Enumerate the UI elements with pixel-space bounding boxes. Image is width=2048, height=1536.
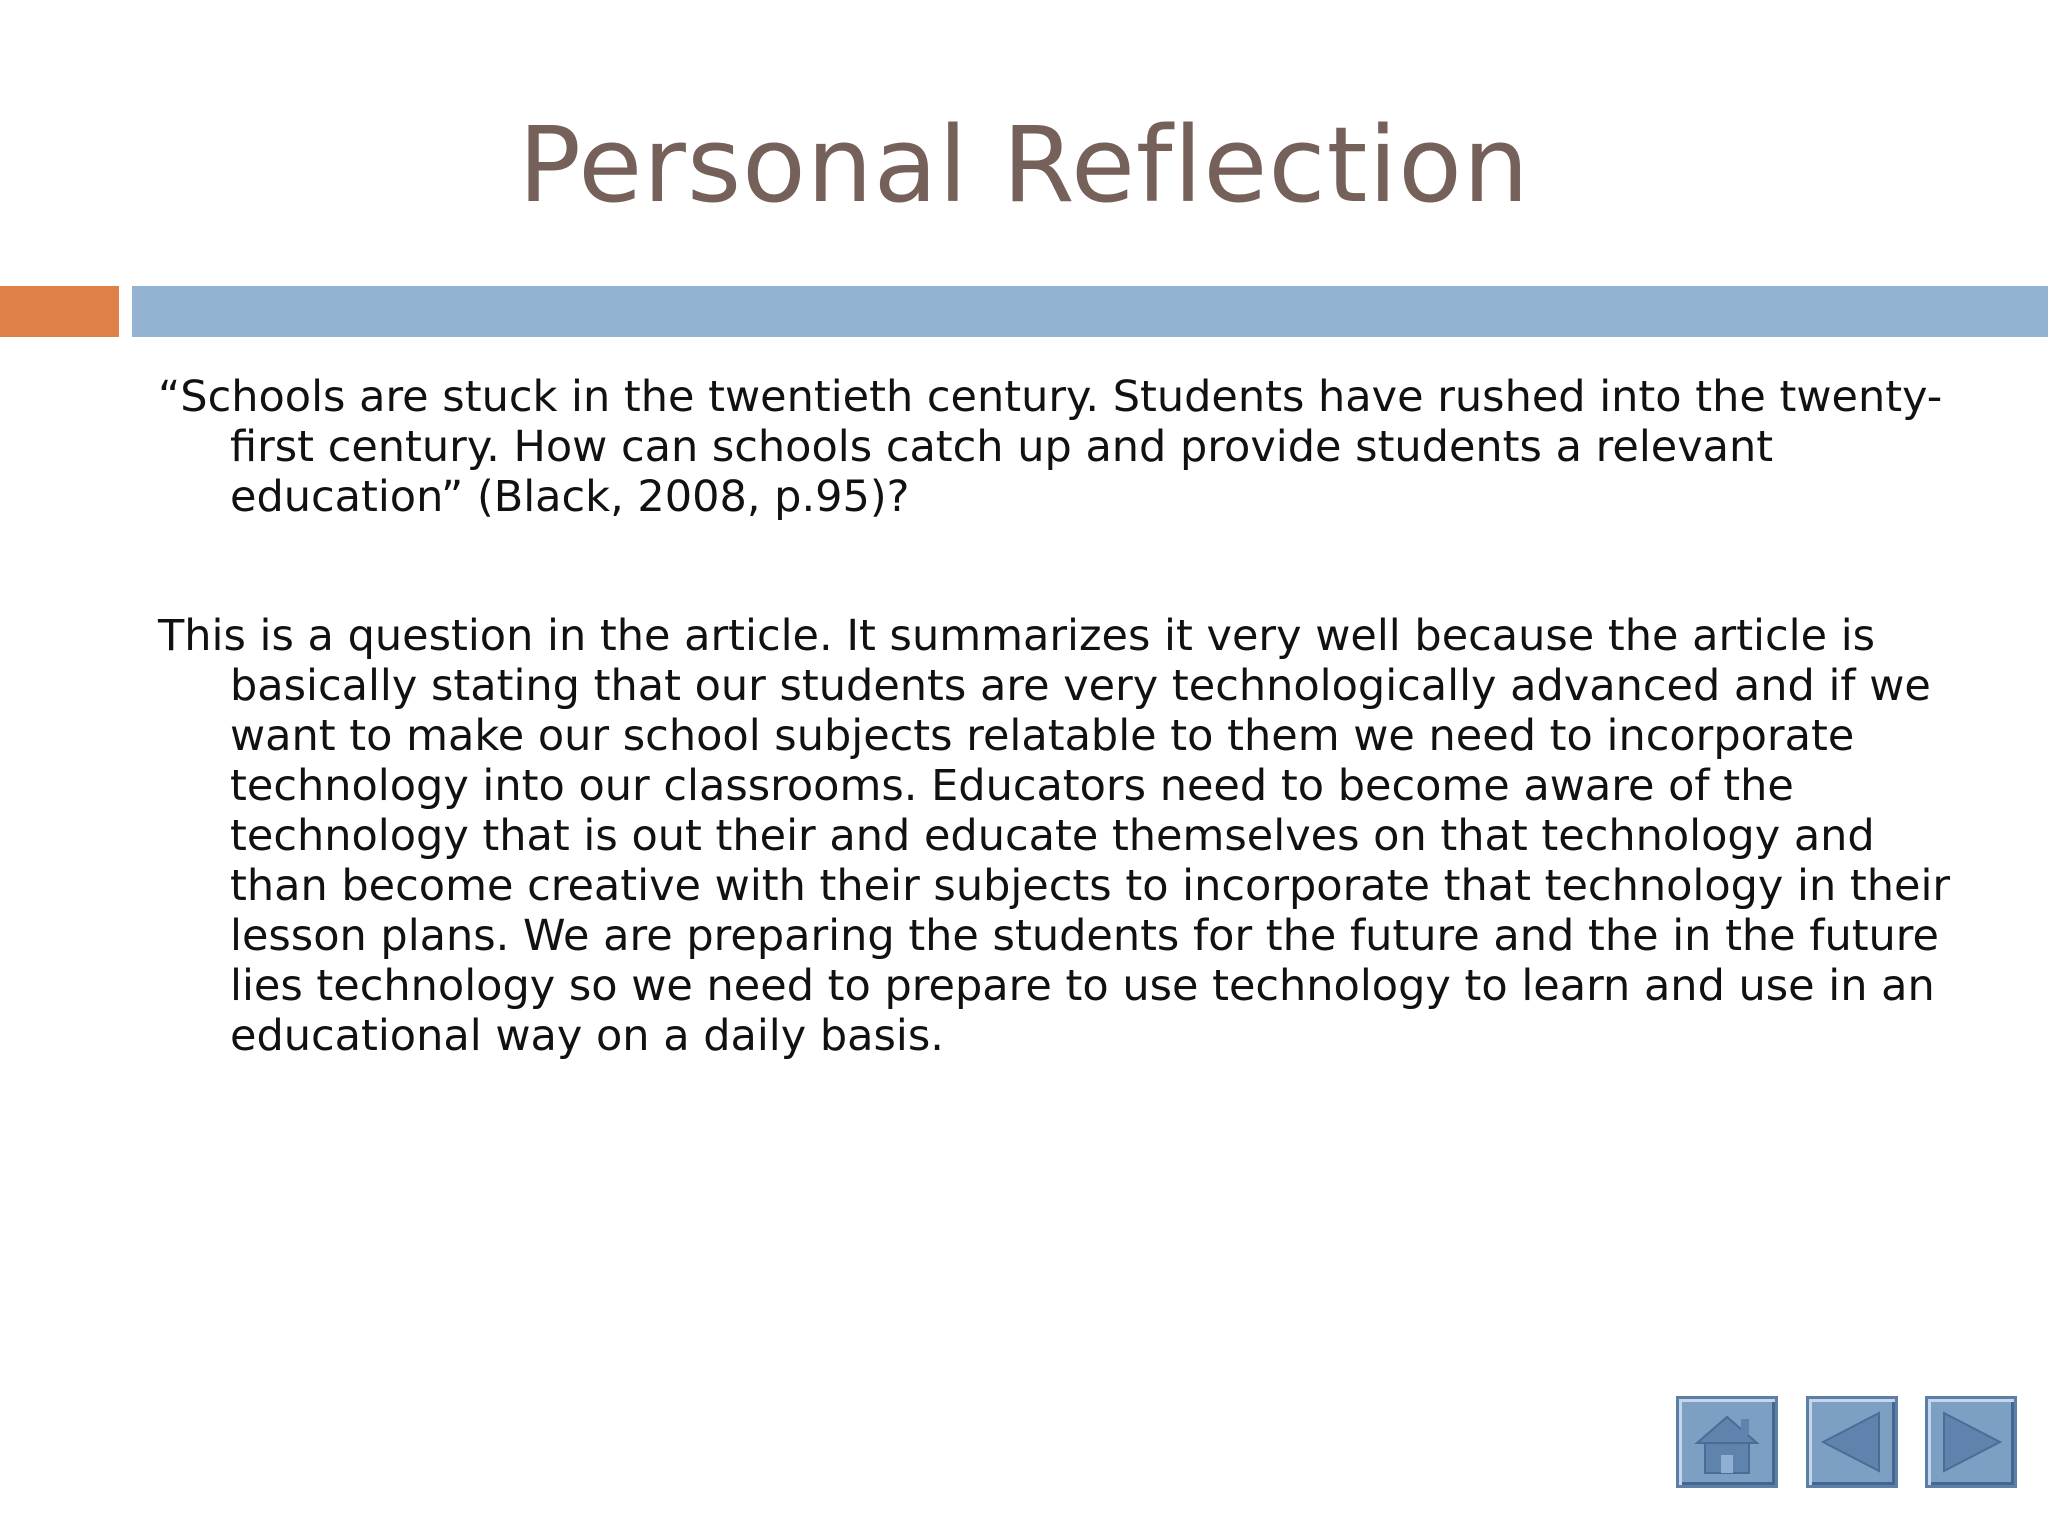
reflection-paragraph: This is a question in the article. It summarizes it very well because the article is basically stating that our students are very technologically advanced and if we want to make our school subjects relatable to them we need to incorporate technology into our classrooms. Educators need to become aware of the technology that is out their and educate themselves on that technology and than become creative with their subjects to incorporate that technology in their lesson plans. We are preparing the students for the future and the in the future lies technology so we need to prepare to use technology to learn and use in an educational way on a daily basis. [158,611,1951,1061]
triangle-left-icon [1809,1399,1895,1485]
triangle-right-icon [1928,1399,2014,1485]
quote-paragraph: “Schools are stuck in the twentieth century. Students have rushed into the twenty-first century. How can schools catch up and provide students a relevant education” (Black, 2008, p.95)? [158,372,1943,522]
slide-title: Personal Reflection [518,104,1530,226]
accent-bar-orange [0,286,119,337]
previous-slide-button[interactable] [1806,1396,1898,1488]
next-slide-button[interactable] [1925,1396,2017,1488]
home-button[interactable] [1676,1396,1778,1488]
accent-bar-blue [132,286,2048,337]
home-icon [1679,1399,1775,1485]
slide-body [158,372,1958,1061]
